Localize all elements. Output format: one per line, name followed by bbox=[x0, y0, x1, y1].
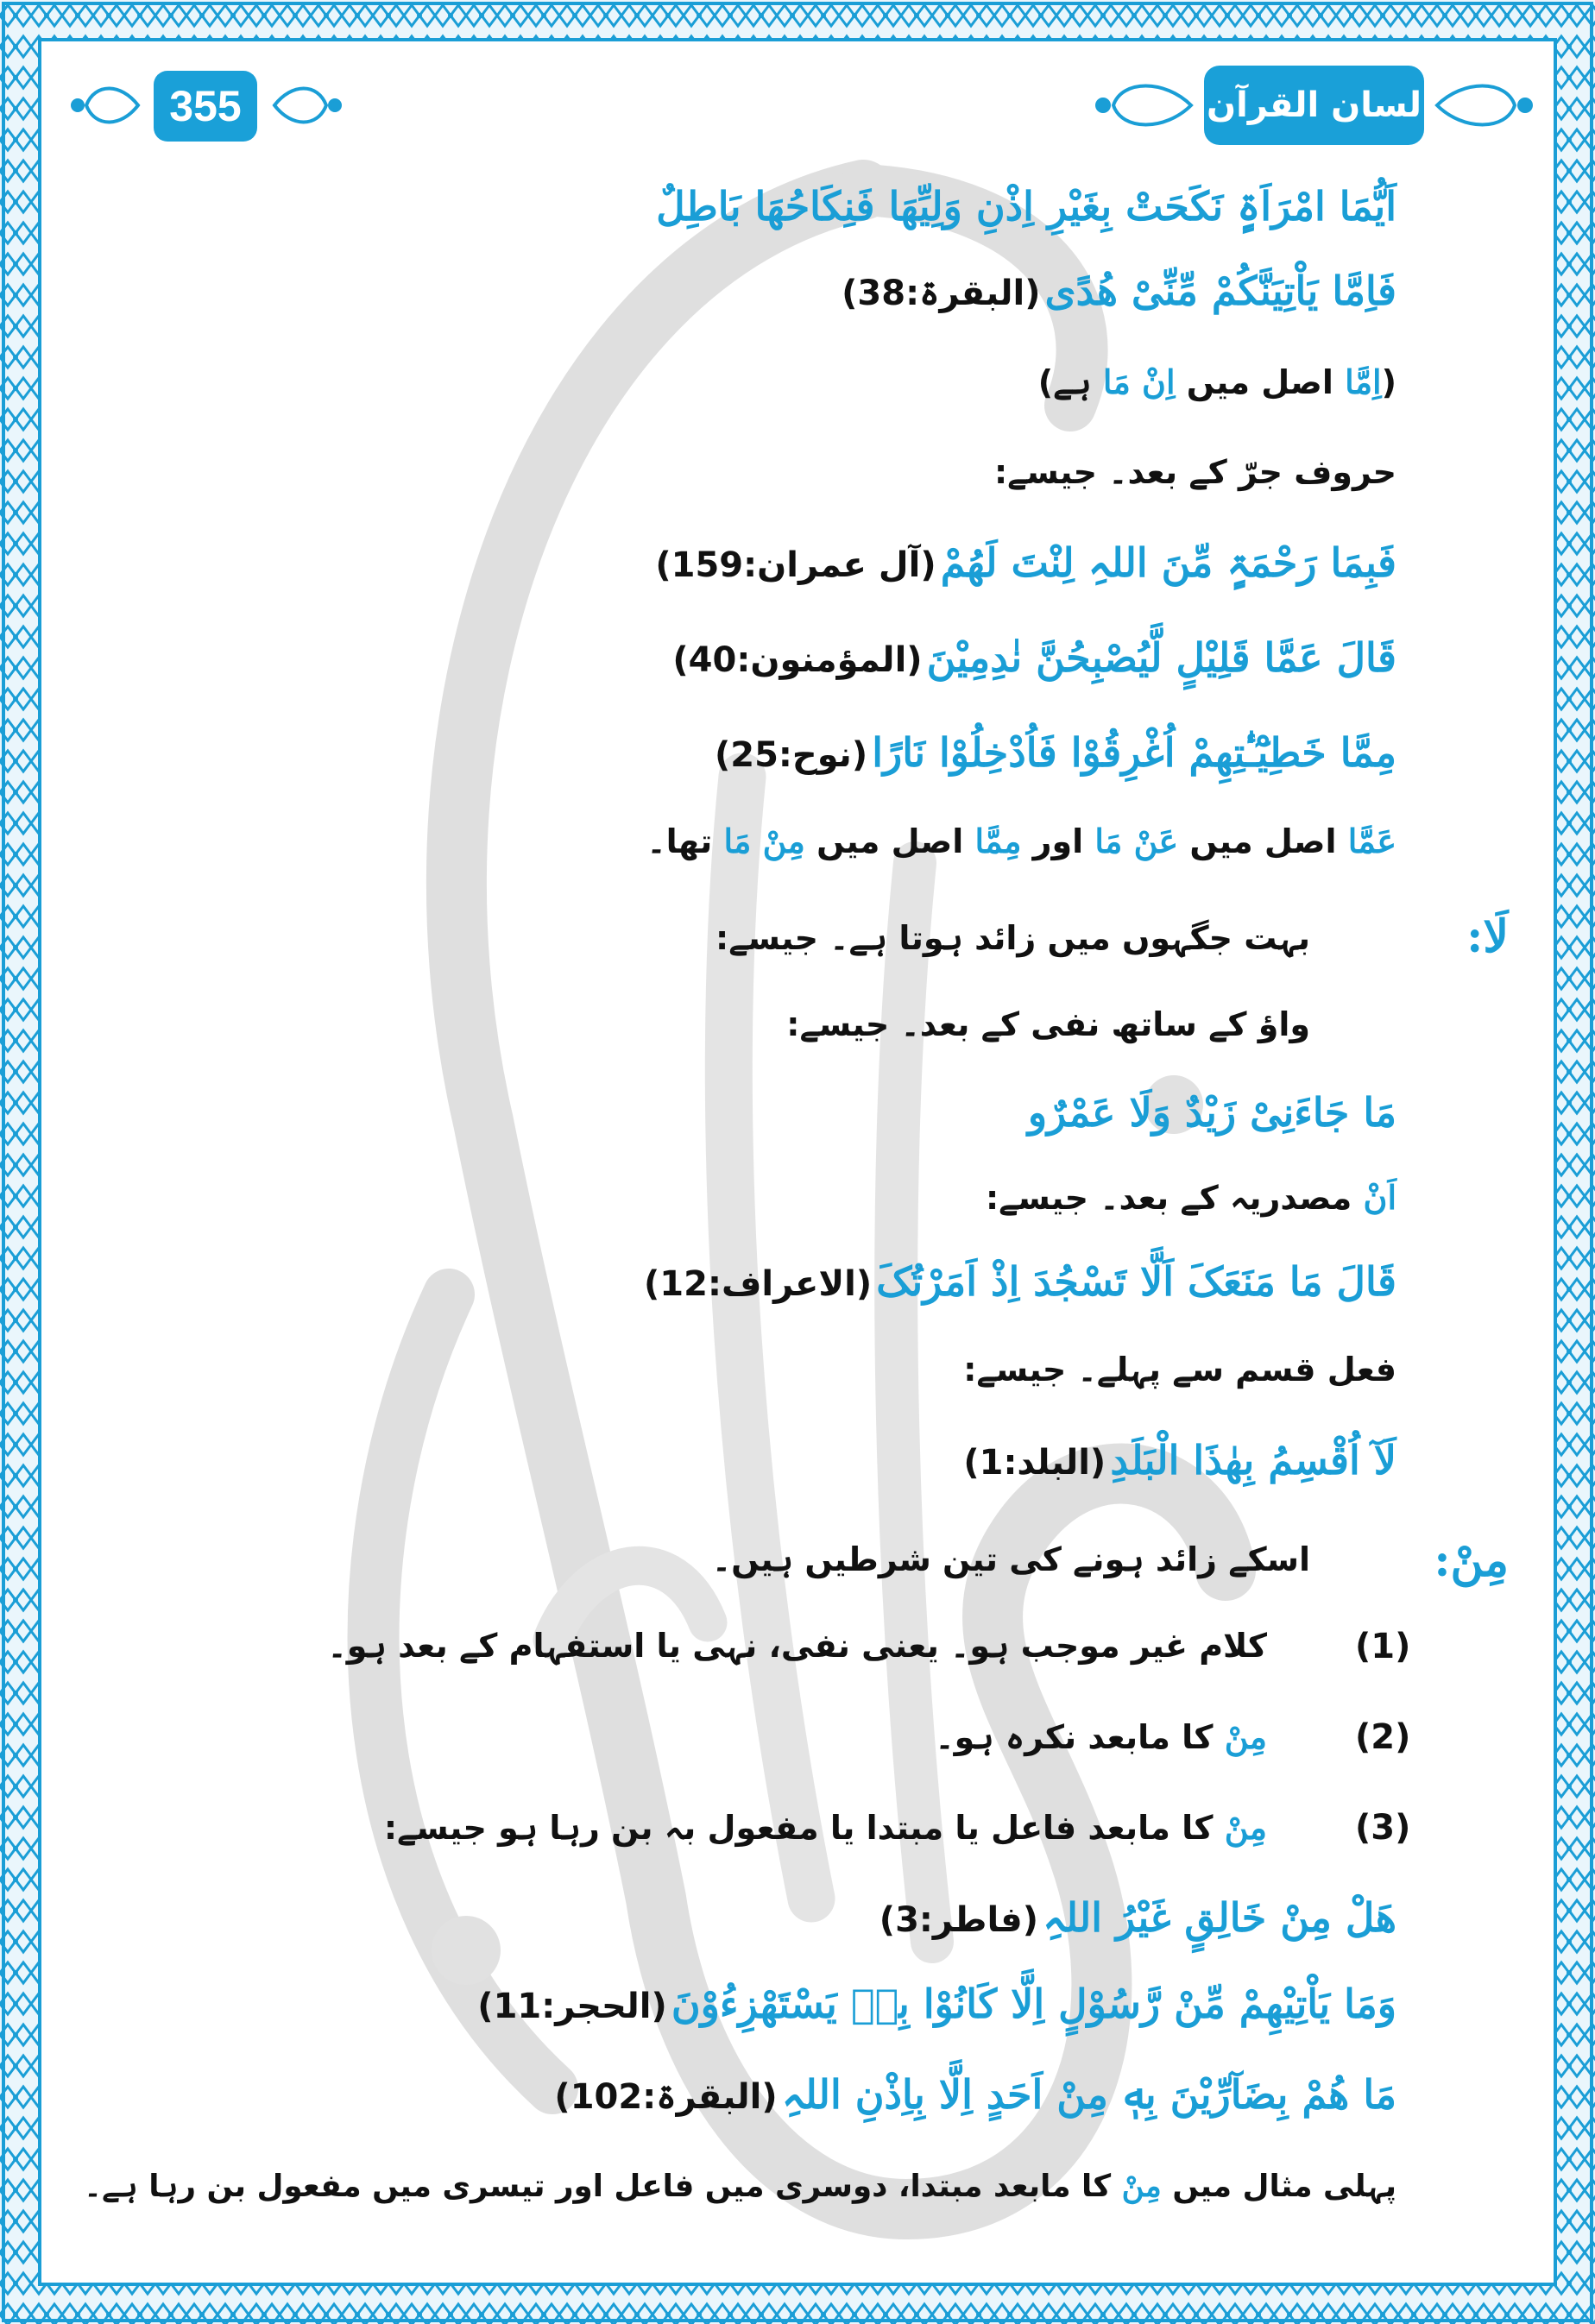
urdu-text: کلام غیر موجب ہو۔ یعنی نفی، نہی یا استفہام کے بعد ہو۔ bbox=[327, 1627, 1267, 1665]
quranic-text: قَالَ مَا مَنَعَکَ اَلَّا تَسْجُدَ اِذْ اَمَرْتُکَ bbox=[876, 1258, 1396, 1305]
verse-reference: (المؤمنون:40) bbox=[672, 640, 923, 680]
urdu-text: اصل میں bbox=[1175, 363, 1346, 401]
text-line bbox=[963, 1351, 1396, 1389]
text-line bbox=[842, 268, 1396, 314]
urdu-text: بہت جگہوں میں زائد ہوتا ہے۔ جیسے: bbox=[716, 919, 1310, 957]
verse-reference: (نوح:25) bbox=[714, 735, 868, 775]
quranic-text: مَا ھُمْ بِضَآرِّیْنَ بِهٖ مِنْ اَحَدٍ اِلَّا بِاِذْنِ اللہِ bbox=[781, 2071, 1396, 2118]
section-term-min: مِنْ: bbox=[1434, 1534, 1509, 1587]
quranic-text: مِمَّا خَطِیْٓـٰٔتِھِمْ اُغْرِقُوْا فَاُدْخِلُوْا نَارًا bbox=[872, 729, 1396, 776]
quranic-text: اَیُّمَا امْرَاَۃٍ نَکَحَتْ بِغَیْرِ اِذْنِ وَلِیِّھَا فَنِکَاحُھَا بَاطِلٌ bbox=[656, 183, 1396, 230]
text-line bbox=[994, 453, 1396, 491]
quranic-text: قَالَ عَمَّا قَلِیْلٍ لَّیُصْبِحُنَّ نٰدِمِیْنَ bbox=[926, 634, 1396, 681]
highlighted-term: اِنْ مَا bbox=[1102, 362, 1176, 401]
book-title-badge: لسان القرآن bbox=[1204, 66, 1424, 145]
highlighted-term: مِنْ bbox=[1224, 1808, 1267, 1847]
quranic-text: لَآ اُقْسِمُ بِھٰذَا الْبَلَدِ bbox=[1110, 1437, 1396, 1483]
verse-reference: (الاعراف:12) bbox=[644, 1264, 873, 1304]
highlighted-term: مِنْ مَا bbox=[723, 822, 805, 860]
highlighted-term: عَمَّا bbox=[1347, 822, 1396, 860]
urdu-text: ہے) bbox=[1037, 363, 1103, 401]
verse-reference: (الحجر:11) bbox=[477, 1987, 667, 2026]
highlighted-term: عَنْ مَا bbox=[1094, 822, 1179, 860]
verse-reference: (البقرۃ:102) bbox=[554, 2077, 778, 2117]
quranic-text: فَبِمَا رَحْمَۃٍ مِّنَ اللہِ لِنْتَ لَھُمْ bbox=[940, 539, 1396, 586]
highlighted-term: مِنْ bbox=[1224, 1717, 1267, 1756]
highlighted-term: اِمَّا bbox=[1345, 362, 1382, 401]
urdu-text: کا مابعد فاعل یا مبتدا یا مفعول بہ بن رہا ہو جیسے: bbox=[383, 1809, 1225, 1847]
text-line bbox=[477, 1981, 1396, 2027]
urdu-text: کا مابعد نکرہ ہو۔ bbox=[935, 1718, 1225, 1756]
urdu-text: اور bbox=[1021, 822, 1095, 860]
urdu-text: مصدریہ کے بعد۔ جیسے: bbox=[985, 1179, 1364, 1217]
list-number: (3) bbox=[1355, 1808, 1411, 1848]
text-line bbox=[879, 1894, 1396, 1941]
urdu-text: ( bbox=[1381, 363, 1396, 401]
quranic-text: ھَلْ مِنْ خَالِقٍ غَیْرُ اللہِ bbox=[1043, 1894, 1396, 1941]
urdu-text: فعل قسم سے پہلے۔ جیسے: bbox=[963, 1351, 1396, 1389]
text-line bbox=[672, 634, 1396, 681]
text-line bbox=[554, 2071, 1396, 2118]
text-line bbox=[1028, 1089, 1396, 1136]
text-line bbox=[786, 1005, 1310, 1043]
text-line bbox=[656, 183, 1396, 230]
verse-reference: (فاطر:3) bbox=[879, 1900, 1038, 1940]
urdu-text: اصل میں bbox=[804, 822, 975, 860]
text-line bbox=[1038, 362, 1396, 401]
verse-reference: (البلد:1) bbox=[963, 1443, 1106, 1483]
urdu-text: حروف جرّ کے بعد۔ جیسے: bbox=[993, 453, 1396, 491]
highlighted-term: مِنْ bbox=[1121, 2168, 1162, 2204]
text-line bbox=[935, 1717, 1267, 1756]
text-line bbox=[384, 1808, 1267, 1847]
highlighted-term: مِمَّا bbox=[974, 822, 1022, 860]
quranic-text: وَمَا یَاْتِیْھِمْ مِّنْ رَّسُوْلٍ اِلَّا کَانُوْا بِهٖ یَسْتَھْزِءُوْنَ bbox=[671, 1981, 1396, 2027]
text-line bbox=[716, 919, 1310, 957]
verse-reference: (البقرۃ:38) bbox=[842, 274, 1041, 313]
text-line bbox=[712, 1540, 1310, 1578]
page-number-badge: 355 bbox=[154, 71, 257, 142]
list-number: (2) bbox=[1355, 1717, 1411, 1757]
text-line bbox=[655, 539, 1396, 586]
verse-reference: (آل عمران:159) bbox=[655, 545, 936, 585]
urdu-text: تھا۔ bbox=[646, 822, 724, 860]
urdu-text: پہلی مثال میں bbox=[1161, 2169, 1396, 2204]
urdu-text: واؤ کے ساتھ نفی کے بعد۔ جیسے: bbox=[786, 1005, 1310, 1043]
urdu-text: اسکے زائد ہونے کی تین شرطیں ہیں۔ bbox=[711, 1540, 1310, 1578]
highlighted-term: اَنْ bbox=[1363, 1178, 1396, 1217]
quranic-text: فَاِمَّا یَاْتِیَنَّکُمْ مِّنِّیْ ھُدًی bbox=[1044, 268, 1396, 314]
text-line bbox=[986, 1178, 1396, 1217]
urdu-text: اصل میں bbox=[1178, 822, 1348, 860]
list-number: (1) bbox=[1355, 1627, 1411, 1666]
text-line bbox=[644, 1258, 1396, 1305]
quranic-text: مَا جَاءَنِیْ زَیْدٌ وَلَا عَمْرٌو bbox=[1027, 1089, 1396, 1136]
text-line bbox=[963, 1437, 1396, 1483]
text-line bbox=[328, 1627, 1267, 1665]
text-line bbox=[84, 2168, 1396, 2204]
text-line bbox=[646, 822, 1396, 860]
urdu-text: کا مابعد مبتدا، دوسری میں فاعل اور تیسری میں مفعول بن رہا ہے۔ bbox=[84, 2169, 1122, 2204]
section-term-la: لَا: bbox=[1466, 910, 1509, 963]
text-line bbox=[715, 729, 1396, 776]
